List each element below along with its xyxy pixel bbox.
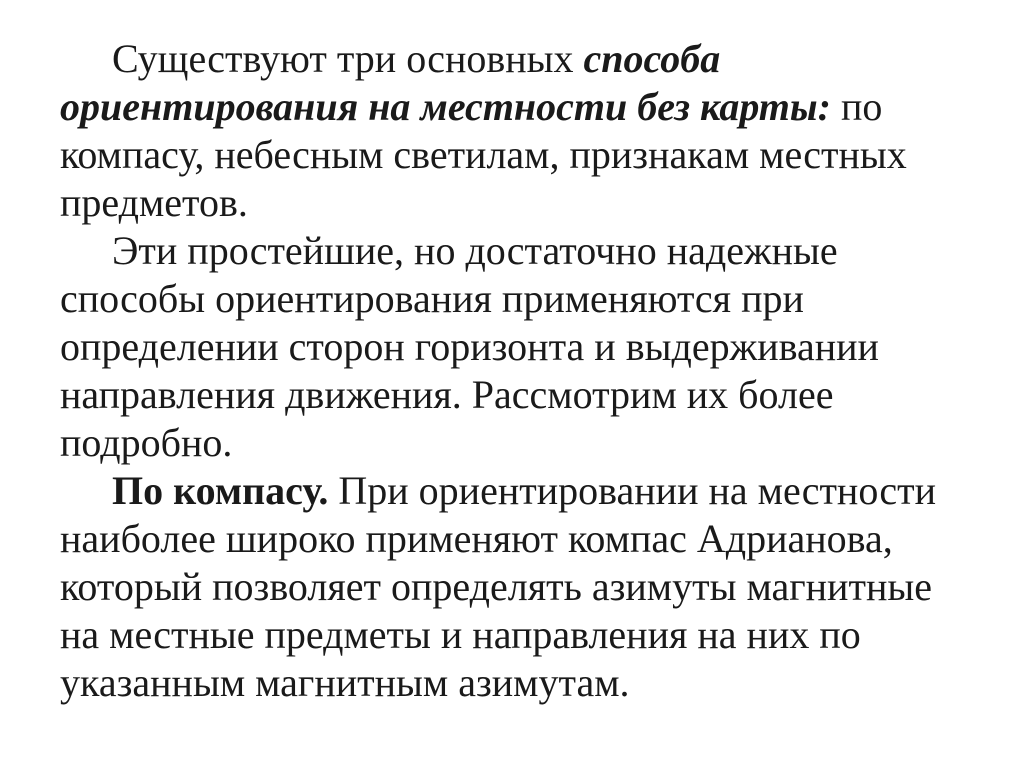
paragraph-simple-methods — [60, 227, 980, 467]
paragraph-compass-heading: По компасу. — [112, 468, 329, 513]
slide-text-body — [60, 35, 980, 707]
paragraph-intro-rest: по компасу, небесным светилам, признакам местных предметов. — [60, 84, 907, 225]
paragraph-intro-emphasis: способа ориентирования на местности без карты: — [60, 36, 831, 129]
paragraph-simple-methods-text: Эти простейшие, но достаточно надежные способы ориентирования применяются при определении сторон горизонта и выдерживании направления движения. Рассмотрим их более подробно. — [60, 228, 879, 465]
paragraph-compass-text: При ориентировании на местности наиболее широко применяют компас Адрианова, который позволяет определять азимуты магнитные на местные предметы и направления на них по указанным магнитным азимутам. — [60, 468, 936, 705]
paragraph-compass — [60, 467, 980, 707]
paragraph-intro — [60, 35, 980, 227]
paragraph-intro-lead: Существуют три основных — [112, 36, 584, 81]
